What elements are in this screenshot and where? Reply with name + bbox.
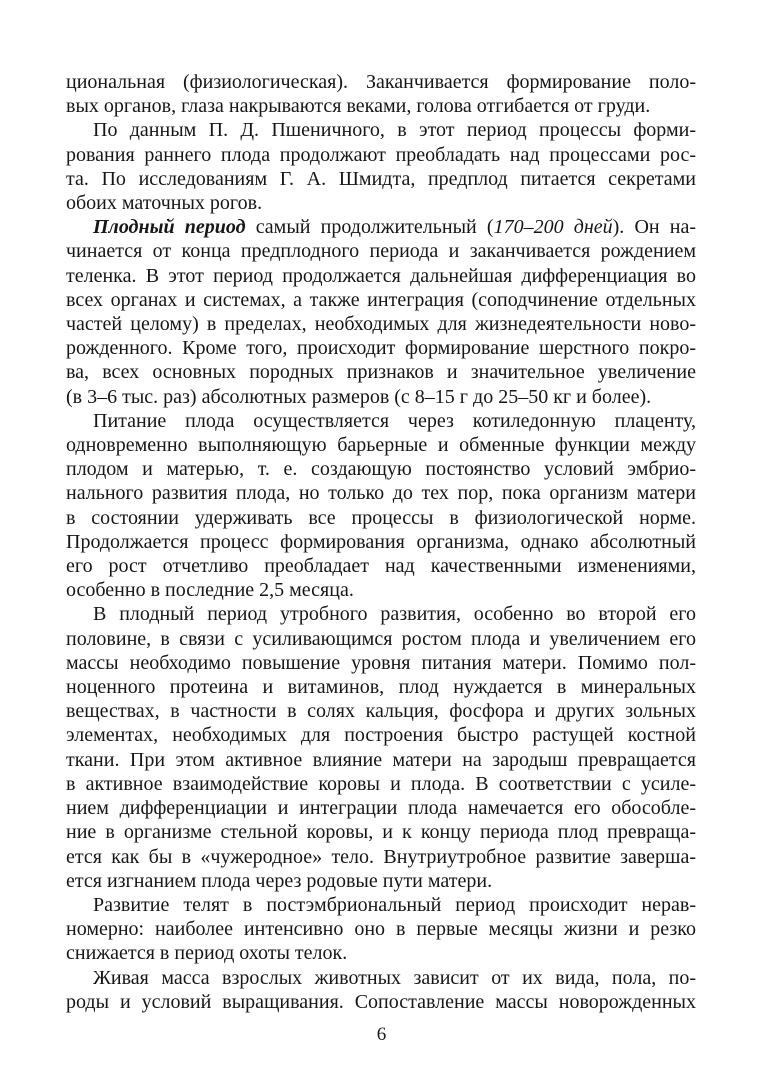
text-line: всех органах и системах, а также интеграция (соподчинение отдельных <box>66 288 696 311</box>
text-line: рования раннего плода продолжают преобладать над процессами рос- <box>66 143 696 166</box>
text-line: Продолжается процесс формирования организма, однако абсолютный <box>66 530 696 553</box>
duration-range: 170–200 дней <box>493 216 613 239</box>
paragraph-4 <box>66 409 696 603</box>
text-segment: ). Он на- <box>612 216 696 239</box>
text-line: ткани. При этом активное влияние матери на зародыш превращается <box>66 748 696 771</box>
text-line: одновременно выполняющую барьерные и обменные функции между <box>66 434 696 457</box>
text-line: номерно: наиболее интенсивно оно в первые месяцы жизни и резко <box>66 918 696 941</box>
text-line: Живая масса взрослых животных зависит от их вида, пола, по- <box>93 966 696 989</box>
text-block <box>66 70 696 1014</box>
text-line: элементах, необходимых для построения быстро растущей костной <box>66 724 696 747</box>
text-line: В плодный период утробного развития, особенно во второй его <box>93 603 696 626</box>
text-line: в активное взаимодействие коровы и плода. В соответствии с усиле- <box>66 772 696 795</box>
text-segment: самый продолжительный ( <box>245 216 494 239</box>
paragraph-1-continuation <box>66 70 696 118</box>
text-line: ноценного протеина и витаминов, плод нуждается в минеральных <box>66 676 696 699</box>
text-line: частей целому) в пределах, необходимых для жизнедеятельности ново- <box>66 313 696 336</box>
text-line: ние в организме стельной коровы, и к концу периода плод превраща- <box>66 821 696 844</box>
text-line: роды и условий выращивания. Сопоставление массы новорожденных <box>66 990 696 1013</box>
page-number: 6 <box>376 1024 387 1045</box>
term-plodny-period: Плодный период <box>93 216 246 239</box>
paragraph-2 <box>66 118 696 215</box>
paragraph-5 <box>66 602 696 892</box>
text-line: нального развития плода, но только до тех пор, пока организм матери <box>66 482 696 505</box>
text-line <box>66 215 696 239</box>
text-line: его рост отчетливо преобладает над качественными изменениями, <box>66 555 696 578</box>
paragraph-7 <box>66 966 696 1014</box>
text-line: обоих маточных рогов. <box>66 192 263 215</box>
text-line: теленка. В этот период продолжается дальнейшая дифференциация во <box>66 264 696 287</box>
text-line: Развитие телят в постэмбриональный период происходит нерав- <box>93 893 696 916</box>
text-line: нием дифференциации и интеграции плода намечается его обособле- <box>66 797 696 820</box>
paragraph-6 <box>66 893 696 966</box>
text-line: ва, всех основных породных признаков и значительное увеличение <box>66 361 696 384</box>
text-line: рожденного. Кроме того, происходит формирование шерстного покро- <box>66 337 696 360</box>
text-line: массы необходимо повышение уровня питания матери. Помимо пол- <box>66 651 696 674</box>
text-line: особенно в последние 2,5 месяца. <box>66 579 354 602</box>
text-line: ется изгнанием плода через родовые пути матери. <box>66 869 493 892</box>
text-line: плодом и матерью, т. е. создающую постоянство условий эмбрио- <box>66 458 696 481</box>
text-line: По данным П. Д. Пшеничного, в этот период процессы форми- <box>93 119 696 142</box>
text-line: Питание плода осуществляется через котиледонную плаценту, <box>93 409 696 432</box>
text-line: веществах, в частности в солях кальция, фосфора и других зольных <box>66 700 696 723</box>
text-line: чинается от конца предплодного периода и заканчивается рождением <box>66 240 696 263</box>
text-line: в состоянии удерживать все процессы в физиологической норме. <box>66 506 696 529</box>
paragraph-3-plodny-period <box>66 215 696 409</box>
text-line: циональная (физиологическая). Заканчивается формирование поло- <box>66 71 696 93</box>
text-line: та. По исследованиям Г. А. Шмидта, предплод питается секретами <box>66 167 696 190</box>
text-line: половине, в связи с усиливающимся ростом плода и увеличением его <box>66 627 696 650</box>
text-line: (в 3–6 тыс. раз) абсолютных размеров (с 8–15 г до 25–50 кг и более). <box>66 385 652 408</box>
text-line: снижается в период охоты телок. <box>66 942 348 965</box>
text-line: вых органов, глаза накрываются веками, голова отгибается от груди. <box>66 95 651 118</box>
text-line: ется как бы в «чужеродное» тело. Внутриутробное развитие заверша- <box>66 845 696 868</box>
